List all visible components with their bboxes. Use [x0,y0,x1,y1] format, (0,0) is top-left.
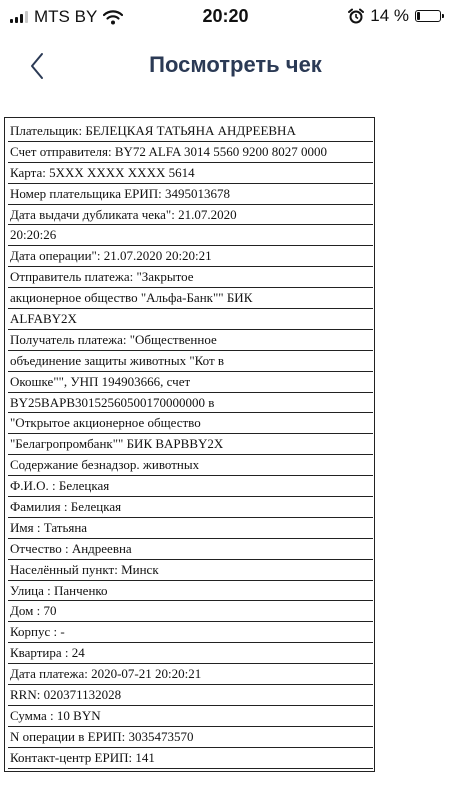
status-time: 20:20 [202,6,249,26]
receipt-line: Дата выдачи дубликата чека": 21.07.2020 [8,205,373,226]
receipt-line: "Открытое акционерное общество [8,413,373,434]
receipt-line: Контакт-центр ЕРИП: 141 [8,748,373,769]
alarm-icon [348,8,364,24]
receipt-line: Отчество : Андреевна [8,539,373,560]
receipt-line: акционерное общество "Альфа-Банк"" БИК [8,288,373,309]
receipt-line: Окошке"", УНП 194903666, счет [8,372,373,393]
receipt-line: Отправитель платежа: "Закрытое [8,267,373,288]
receipt-line: Населённый пункт: Минск [8,560,373,581]
battery-level [417,12,420,20]
receipt-line: Дата операции": 21.07.2020 20:20:21 [8,246,373,267]
receipt-line: Сумма : 10 BYN [8,706,373,727]
receipt-line: Корпус : - [8,622,373,643]
nav-bar [0,34,451,98]
receipt-line: Счет отправителя: BY72 ALFA 3014 5560 9200 8027 0000 [8,142,373,163]
receipt-line: Улица : Панченко [8,581,373,602]
page-title: Посмотреть чек [149,52,322,77]
receipt-line: Содержание безнадзор. животных [8,455,373,476]
status-right [348,6,441,26]
receipt-line: Получатель платежа: "Общественное [8,330,373,351]
receipt-lines [8,121,373,769]
receipt-line: Номер плательщика ЕРИП: 3495013678 [8,184,373,205]
receipt-line: Дата платежа: 2020-07-21 20:20:21 [8,664,373,685]
receipt-line: Фамилия : Белецкая [8,497,373,518]
receipt-line: ALFABY2X [8,309,373,330]
receipt-line: RRN: 020371132028 [8,685,373,706]
battery-icon [415,10,441,22]
receipt-line: Дом : 70 [8,601,373,622]
receipt-line: BY25BAPB30152560500170000000 в [8,393,373,414]
receipt-line: N операции в ЕРИП: 3035473570 [8,727,373,748]
receipt-line: Карта: 5XXX XXXX XXXX 5614 [8,163,373,184]
receipt-document [4,117,375,772]
battery-percent: 14 % [370,6,409,25]
status-bar [0,0,451,34]
receipt-line: объединение защиты животных "Кот в [8,351,373,372]
carrier-label: MTS BY [34,7,98,26]
receipt-line: 20:20:26 [8,225,373,246]
receipt-line: Имя : Татьяна [8,518,373,539]
receipt-line: Плательщик: БЕЛЕЦКАЯ ТАТЬЯНА АНДРЕЕВНА [8,121,373,142]
receipt-line: Ф.И.О. : Белецкая [8,476,373,497]
receipt-line: "Белагропромбанк"" БИК BAPBBY2X [8,434,373,455]
receipt-line: Квартира : 24 [8,643,373,664]
